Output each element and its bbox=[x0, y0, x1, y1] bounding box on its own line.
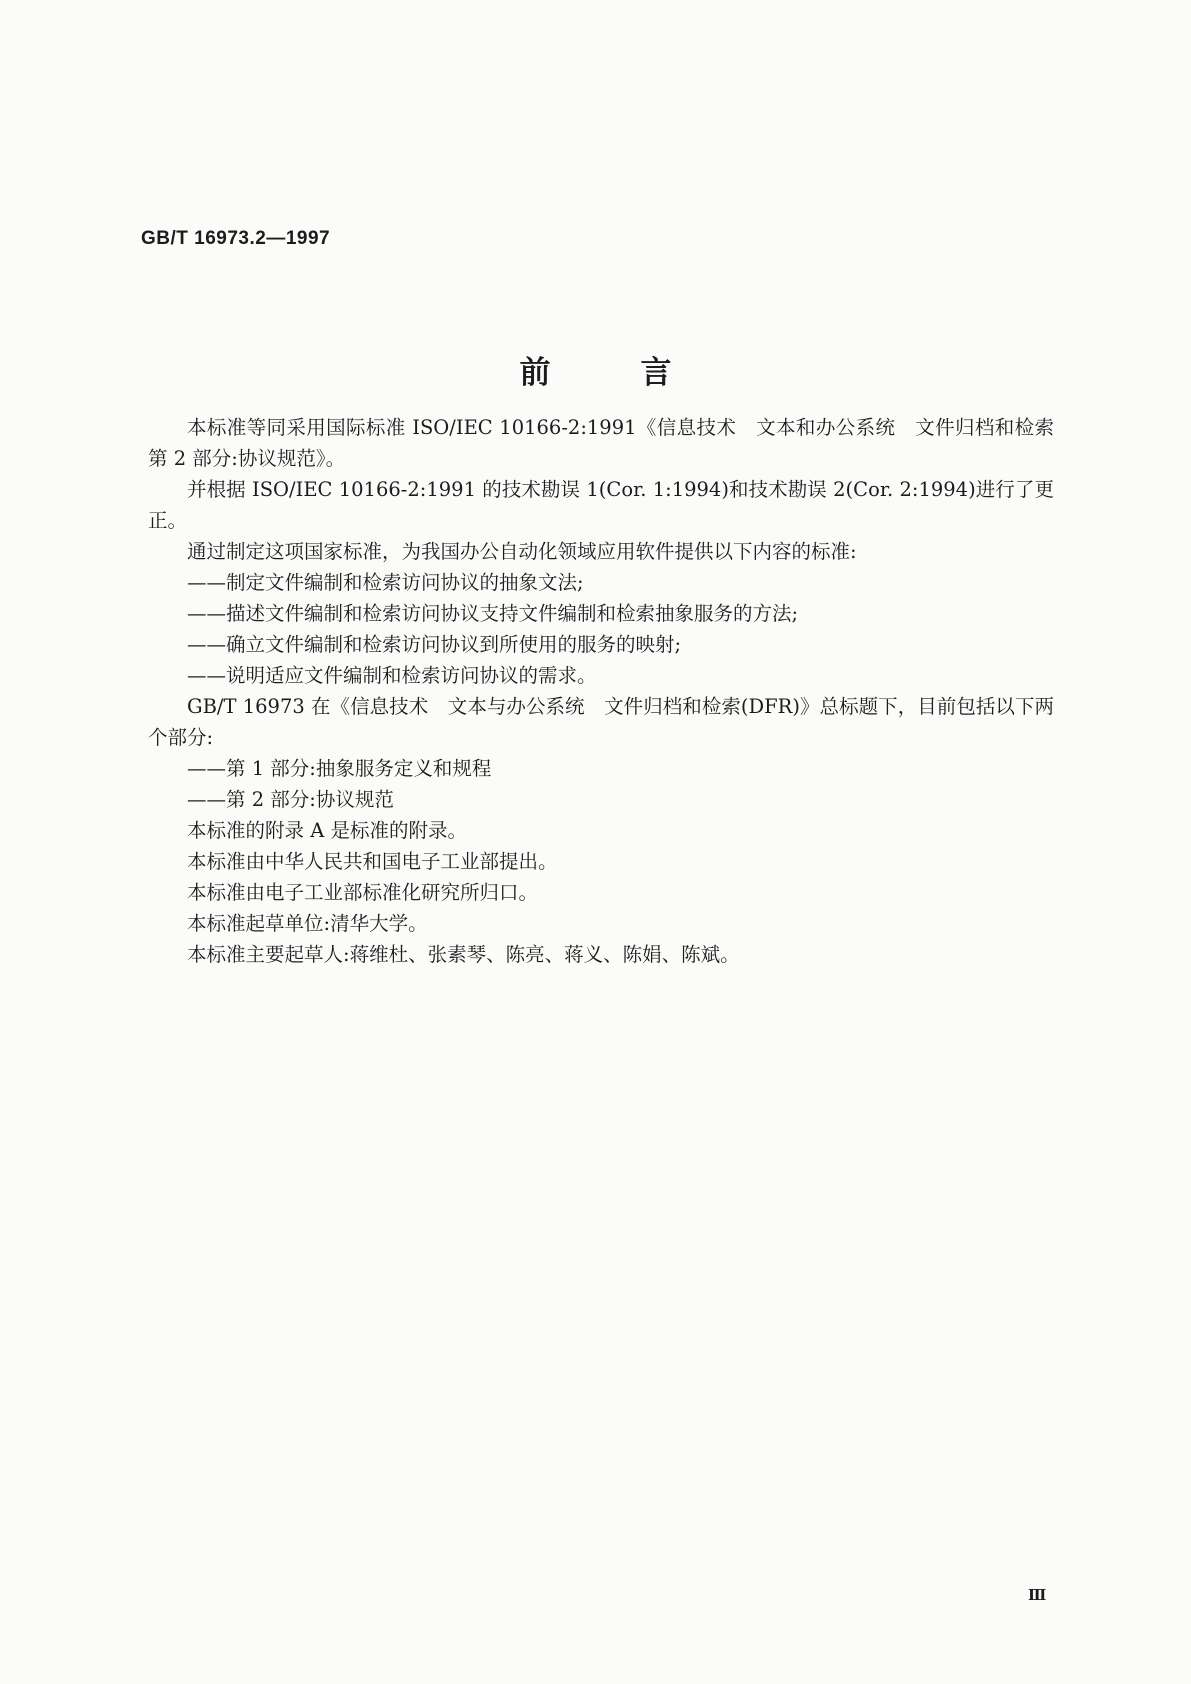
list-item: ——说明适应文件编制和检索访问协议的需求。 bbox=[187, 664, 597, 687]
paragraph-drafters: 本标准主要起草人:蒋维杜、张素琴、陈亮、蒋义、陈娟、陈斌。 bbox=[187, 943, 740, 966]
standard-code: GB/T 16973.2—1997 bbox=[141, 228, 331, 249]
list-item: ——确立文件编制和检索访问协议到所使用的服务的映射; bbox=[187, 633, 682, 656]
page-title: 前言 bbox=[519, 355, 762, 391]
paragraph-adoption: 本标准等同采用国际标准 ISO/IEC 10166-2:1991《信息技术 文本和办公系统 文件归档和检索 第 2 部分:协议规范》。 bbox=[148, 416, 1054, 470]
paragraph-proposer: 本标准由中华人民共和国电子工业部提出。 bbox=[187, 850, 558, 873]
paragraph-drafting-unit: 本标准起草单位:清华大学。 bbox=[187, 912, 428, 935]
foreword-body bbox=[148, 412, 1054, 970]
list-item: ——描述文件编制和检索访问协议支持文件编制和检索抽象服务的方法; bbox=[187, 602, 799, 625]
paragraph-purpose: 通过制定这项国家标准，为我国办公自动化领域应用软件提供以下内容的标准: bbox=[187, 540, 857, 563]
list-item: ——制定文件编制和检索访问协议的抽象文法; bbox=[187, 571, 584, 594]
paragraph-administrator: 本标准由电子工业部标准化研究所归口。 bbox=[187, 881, 539, 904]
paragraph-series: GB/T 16973 在《信息技术 文本与办公系统 文件归档和检索(DFR)》总标题下，目前包括以下两个部分: bbox=[148, 695, 1054, 749]
paragraph-appendix: 本标准的附录 A 是标准的附录。 bbox=[187, 819, 467, 842]
page-number: Ⅲ bbox=[1028, 1586, 1047, 1604]
list-item: ——第 1 部分:抽象服务定义和规程 bbox=[187, 757, 492, 780]
list-item: ——第 2 部分:协议规范 bbox=[187, 788, 394, 811]
paragraph-corrigenda: 并根据 ISO/IEC 10166-2:1991 的技术勘误 1(Cor. 1:1994)和技术勘误 2(Cor. 2:1994)进行了更正。 bbox=[148, 478, 1054, 532]
